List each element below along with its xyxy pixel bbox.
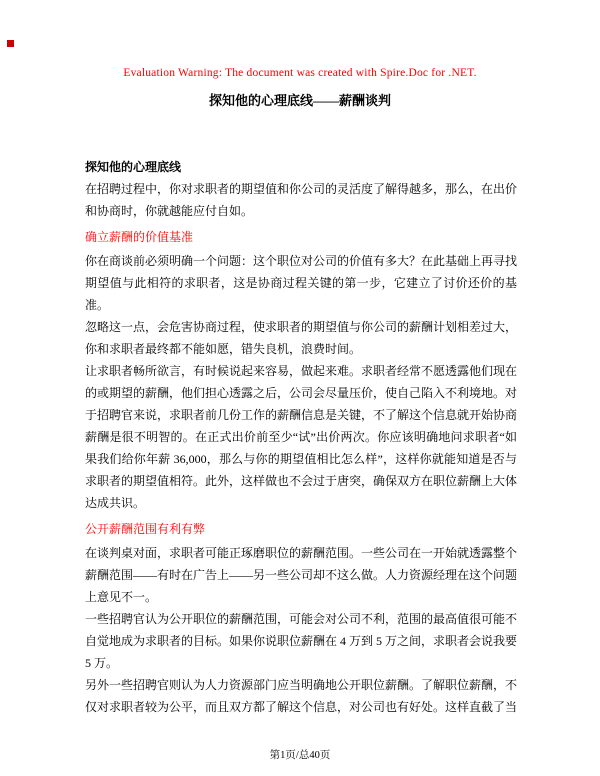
body-paragraph: 你在商谈前必须明确一个问题：这个职位对公司的价值有多大？在此基础上再寻找期望值与此相符的求职者，这是协商过程关键的第一步，它建立了讨价还价的基准。 — [85, 254, 518, 312]
body-paragraph: 在谈判桌对面，求职者可能正琢磨职位的薪酬范围。一些公司在一开始就透露整个薪酬范围——有时在广告上——另一些公司却不这么做。人力资源经理在这个问题上意见不一。 — [85, 546, 518, 604]
section-heading-red: 确立薪酬的价值基准 — [85, 230, 194, 244]
evaluation-watermark: Evaluation Warning: The document was created with Spire.Doc for .NET. — [123, 67, 477, 79]
document-body — [85, 156, 517, 718]
section-heading: 探知他的心理底线 — [85, 160, 182, 174]
body-paragraph: 忽略这一点，会危害协商过程，使求职者的期望值与你公司的薪酬计划相差过大，你和求职者最终都不能如愿，错失良机，浪费时间。 — [85, 320, 518, 356]
body-paragraph: 让求职者畅所欲言，有时候说起来容易，做起来难。求职者经常不愿透露他们现在的或期望的薪酬，他们担心透露之后，公司会尽量压价，使自己陷入不利境地。对于招聘官来说，求职者前几份工作的薪酬信息是关键，不了解这个信息就开始协商薪酬是很不明智的。在正式出价前至少“试”出价两次。你应该明确地问求职者“如果我们给你年薪 36,000，那么与你的期望值相比怎么样”，这样你就能知道是否与求职者的期望值相符。此外，这样做也不会过于唐突，确保双方在职位薪酬上大体达成共识。 — [85, 364, 518, 510]
page-number-footer: 第1页/总40页 — [269, 750, 331, 761]
body-paragraph: 另外一些招聘官则认为人力资源部门应当明确地公开职位薪酬。了解职位薪酬，不仅对求职者较为公平，而且双方都了解这个信息，对公司也有好处。这样直截了当 — [85, 678, 518, 714]
red-marker — [7, 40, 14, 47]
body-paragraph: 一些招聘官认为公开职位的薪酬范围，可能会对公司不利，范围的最高值很可能不自觉地成为求职者的目标。如果你说职位薪酬在 4 万到 5 万之间，求职者会说我要 5 万。 — [85, 612, 518, 670]
body-paragraph: 在招聘过程中，你对求职者的期望值和你公司的灵活度了解得越多，那么，在出价和协商时，你就越能应付自如。 — [85, 182, 518, 218]
section-heading-red: 公开薪酬范围有利有弊 — [85, 522, 206, 536]
document-title: 探知他的心理底线——薪酬谈判 — [208, 93, 391, 108]
